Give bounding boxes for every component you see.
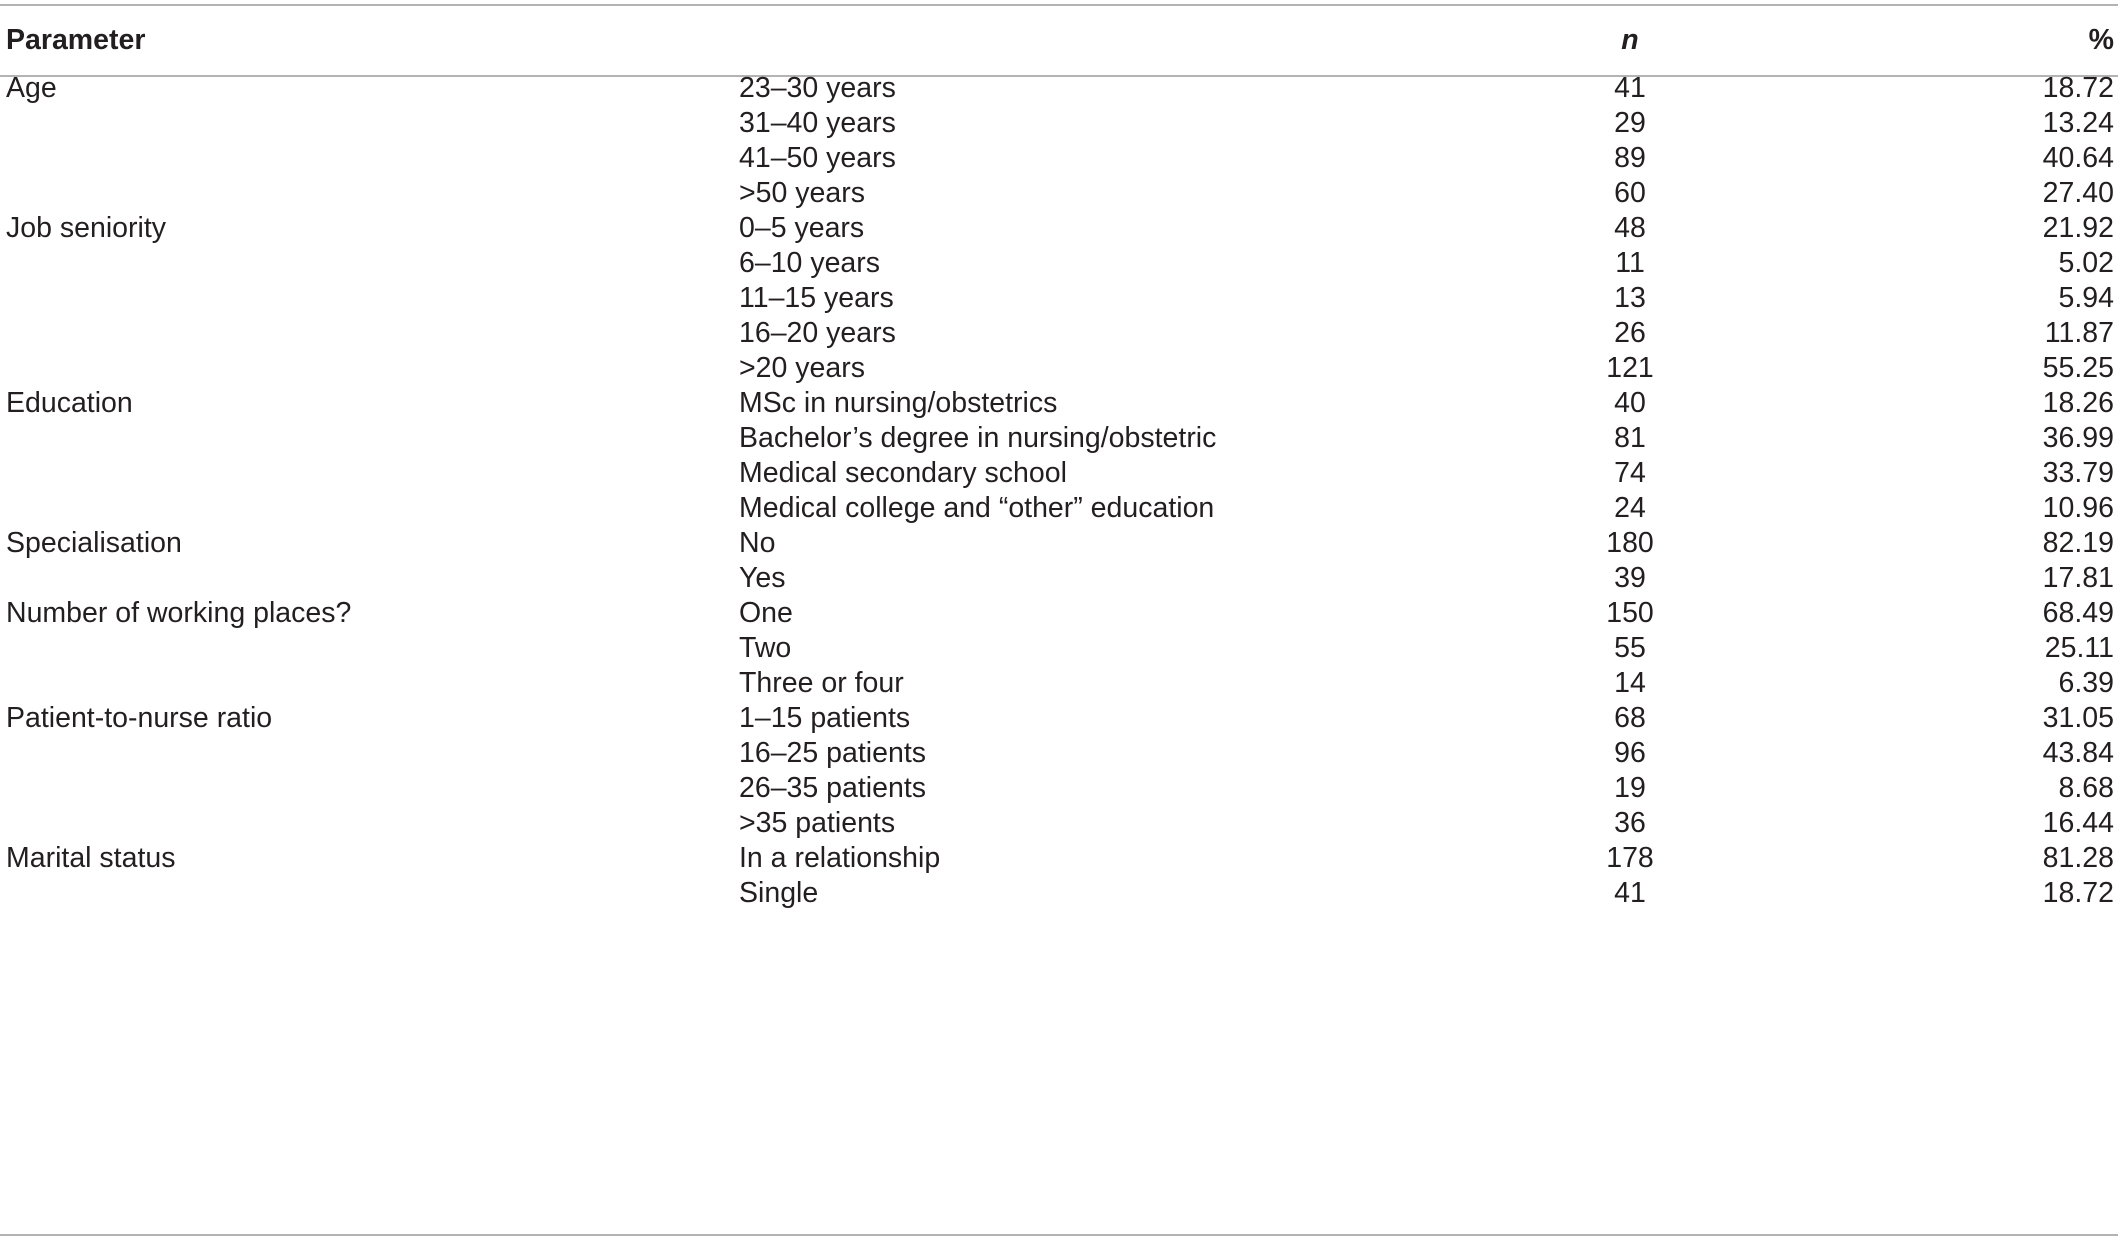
row-percent: 18.72 [2042,72,2114,104]
row-n: 89 [1614,142,1646,174]
row-percent: 10.96 [2042,492,2114,524]
row-percent: 13.24 [2042,107,2114,139]
row-n: 68 [1614,702,1646,734]
row-percent: 68.49 [2042,597,2114,629]
row-n: 41 [1614,72,1646,104]
row-parameter: Marital status [6,842,176,874]
table-row [0,870,2118,917]
row-level: 0–5 years [739,212,865,244]
row-level: 23–30 years [739,72,896,104]
row-n: 48 [1614,212,1646,244]
row-n: 13 [1614,282,1646,314]
header-percent: % [2088,24,2114,56]
table-bottom-rule [0,1234,2118,1236]
row-level: >20 years [739,352,865,384]
row-n: 24 [1614,492,1646,524]
row-n: 39 [1614,562,1646,594]
row-parameter: Patient-to-nurse ratio [6,702,273,734]
row-n: 29 [1614,107,1646,139]
row-parameter: Age [6,72,57,104]
header-n: n [1621,24,1639,56]
row-level: Single [739,877,819,909]
row-level: >50 years [739,177,865,209]
row-n: 40 [1614,387,1646,419]
row-level: In a relationship [739,842,941,874]
row-level: Medical college and “other” education [739,492,1215,524]
row-percent: 18.72 [2042,877,2114,909]
row-percent: 25.11 [2044,632,2114,664]
row-level: 11–15 years [739,282,894,314]
row-level: 16–20 years [739,317,896,349]
row-n: 41 [1614,877,1646,909]
row-percent: 18.26 [2042,387,2114,419]
row-level: Yes [739,562,786,594]
row-percent: 27.40 [2042,177,2114,209]
row-percent: 17.81 [2042,562,2114,594]
row-percent: 33.79 [2042,457,2114,489]
row-parameter: Education [6,387,133,419]
row-n: 60 [1614,177,1646,209]
row-n: 26 [1614,317,1646,349]
header-parameter: Parameter [6,24,146,56]
row-level: MSc in nursing/obstetrics [739,387,1058,419]
row-percent: 21.92 [2042,212,2114,244]
row-level: >35 patients [739,807,896,839]
row-percent: 5.02 [2058,247,2114,279]
row-parameter: Specialisation [6,527,182,559]
row-percent: 6.39 [2058,667,2114,699]
row-n: 81 [1614,422,1646,454]
row-n: 178 [1606,842,1654,874]
row-n: 55 [1614,632,1646,664]
row-percent: 36.99 [2042,422,2114,454]
row-n: 19 [1614,772,1646,804]
row-percent: 40.64 [2042,142,2114,174]
row-level: One [739,597,793,629]
row-n: 74 [1614,457,1646,489]
row-percent: 55.25 [2042,352,2114,384]
row-level: 26–35 patients [739,772,926,804]
row-level: Three or four [739,667,904,699]
row-level: Bachelor’s degree in nursing/obstetric [739,422,1217,454]
row-n: 96 [1614,737,1646,769]
row-level: 41–50 years [739,142,896,174]
row-percent: 82.19 [2042,527,2114,559]
row-percent: 43.84 [2042,737,2114,769]
table-top-rule [0,4,2118,6]
row-level: 16–25 patients [739,737,926,769]
row-n: 180 [1606,527,1654,559]
row-level: No [739,527,776,559]
row-level: 6–10 years [739,247,881,279]
row-level: 31–40 years [739,107,896,139]
row-percent: 16.44 [2042,807,2114,839]
row-percent: 11.87 [2044,317,2114,349]
row-level: Medical secondary school [739,457,1067,489]
row-n: 150 [1606,597,1654,629]
row-parameter: Job seniority [6,212,166,244]
row-percent: 5.94 [2058,282,2114,314]
row-percent: 31.05 [2042,702,2114,734]
row-level: Two [739,632,792,664]
table-header-row [0,17,2118,64]
row-percent: 81.28 [2042,842,2114,874]
row-n: 14 [1614,667,1646,699]
row-n: 11 [1615,247,1645,279]
row-n: 121 [1606,352,1654,384]
row-percent: 8.68 [2058,772,2114,804]
row-parameter: Number of working places? [6,597,352,629]
row-n: 36 [1614,807,1646,839]
row-level: 1–15 patients [739,702,911,734]
